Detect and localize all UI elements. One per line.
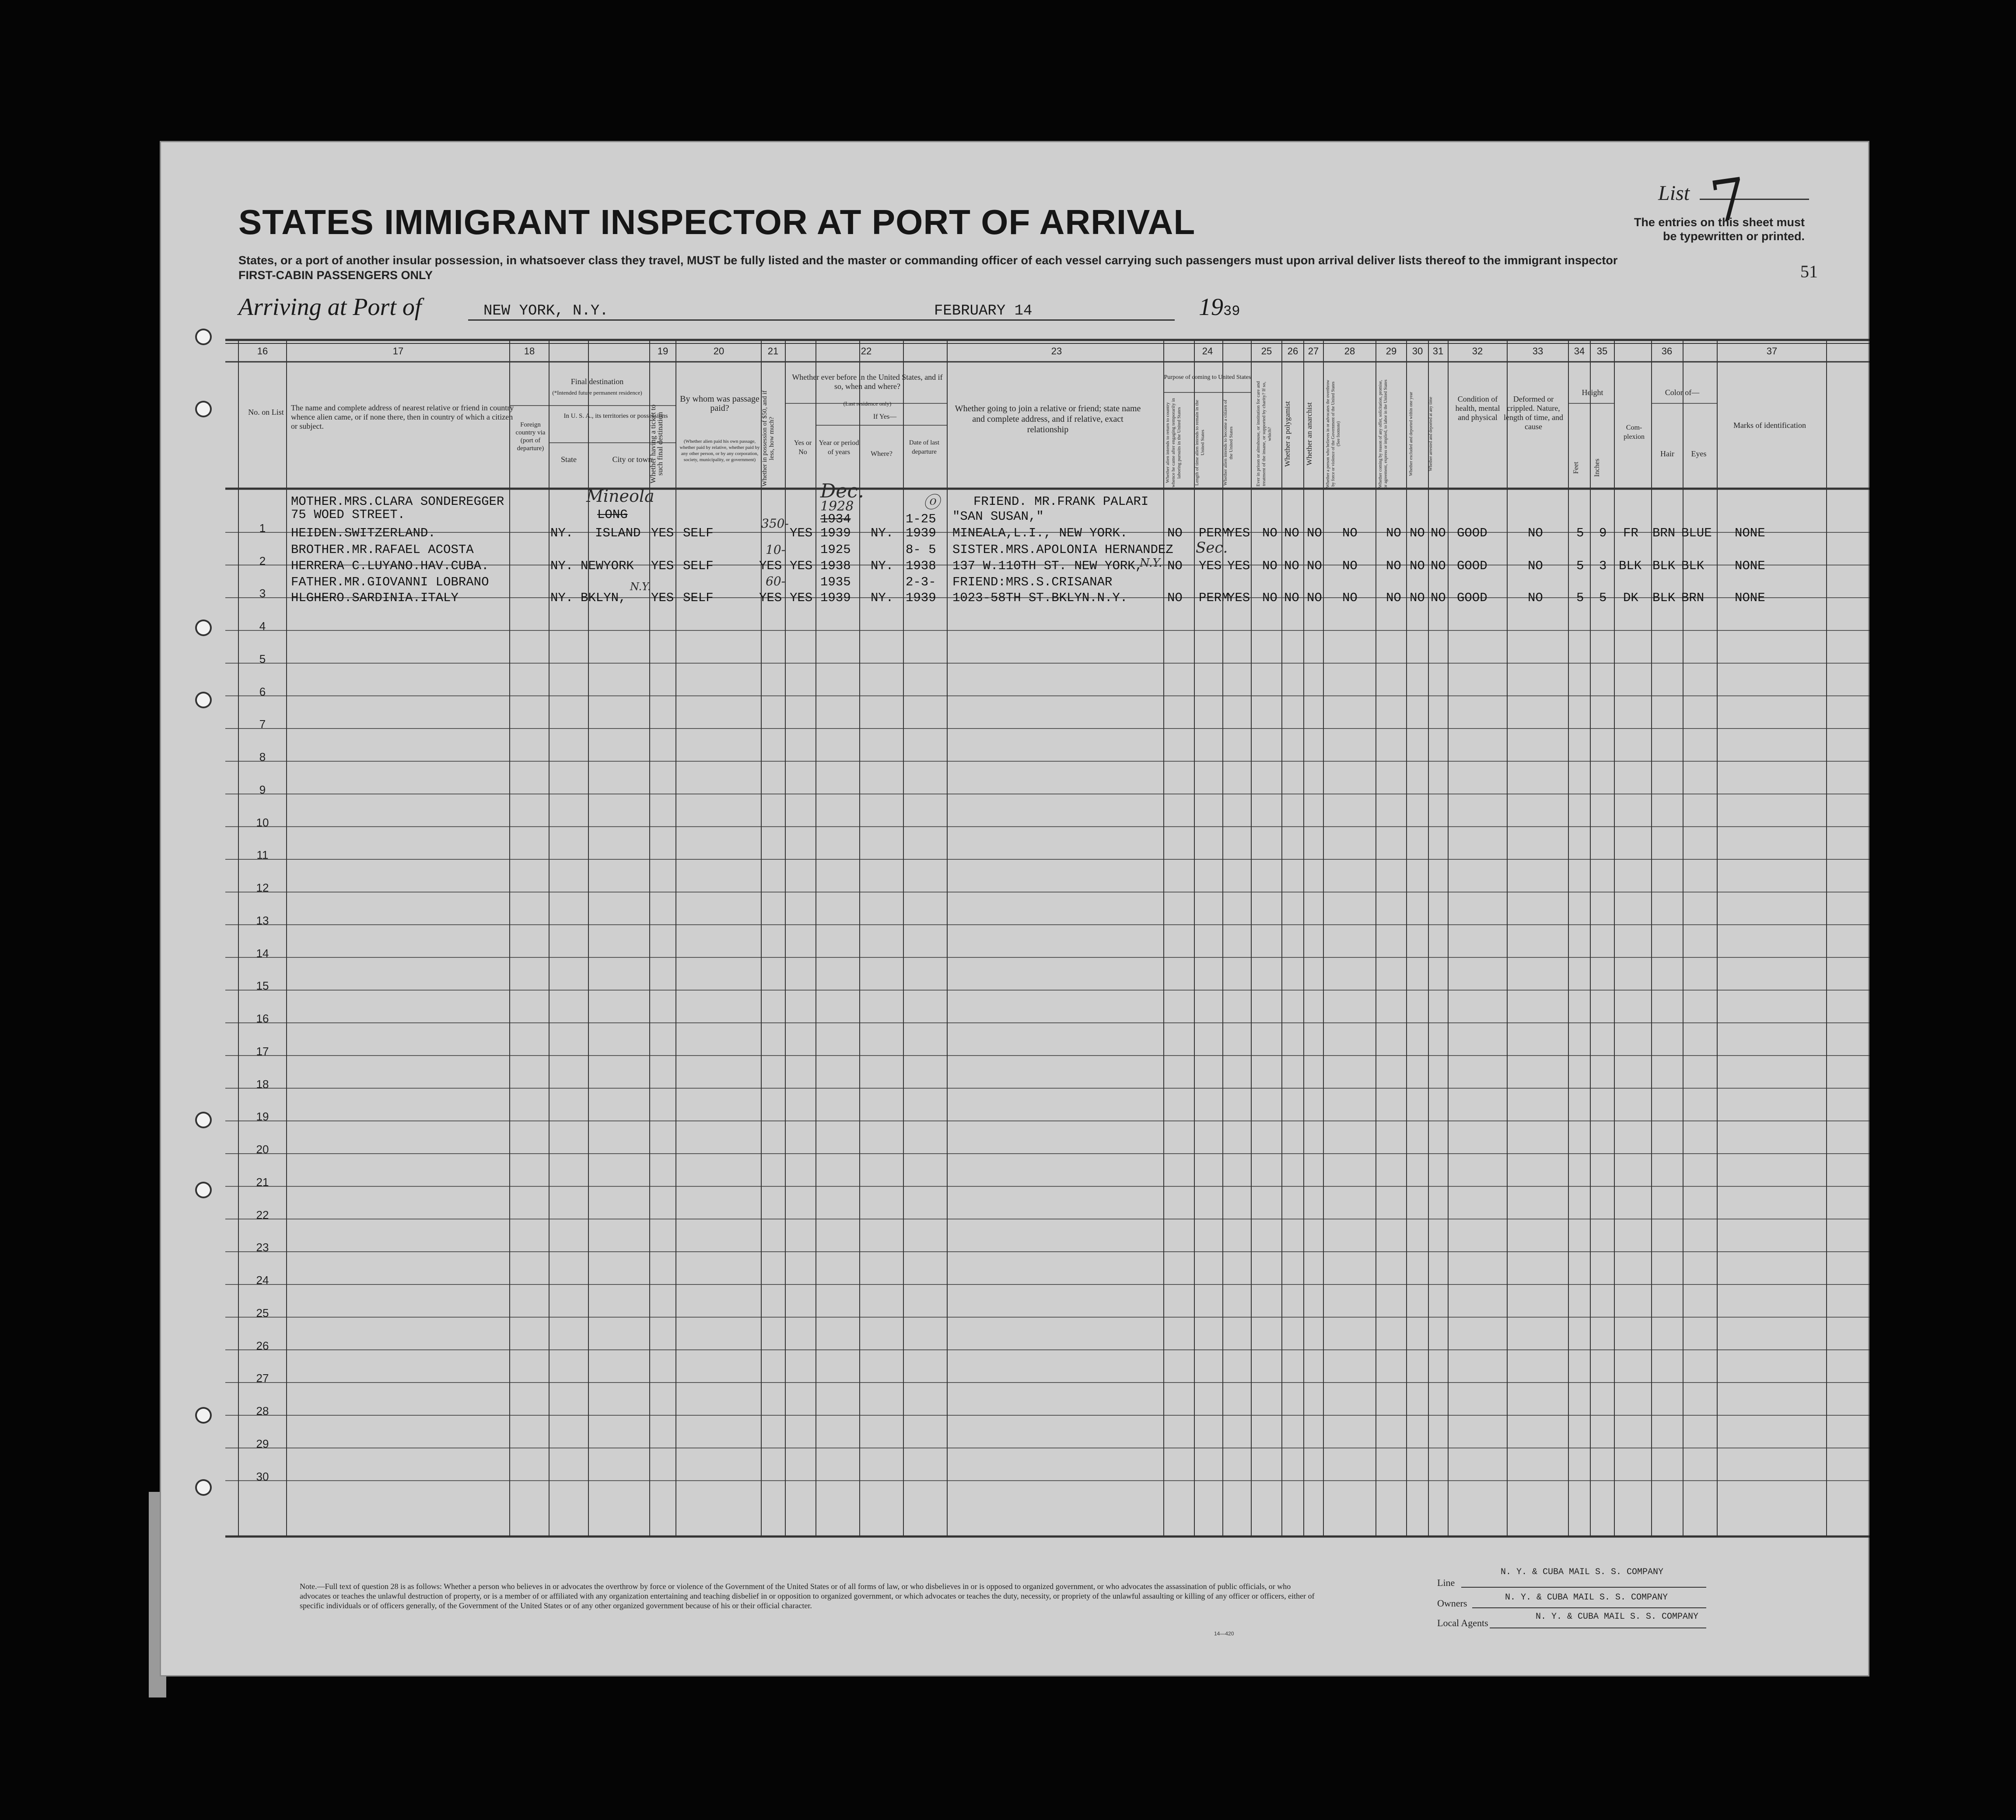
arrival-date: FEBRUARY 14 bbox=[934, 303, 1032, 319]
row2-length: YES bbox=[1199, 559, 1222, 573]
row3-complexion: DK bbox=[1623, 591, 1638, 605]
row1-feet: 5 bbox=[1576, 526, 1584, 540]
row1-marks: NONE bbox=[1735, 526, 1765, 540]
row1-health: GOOD bbox=[1457, 526, 1488, 540]
row2-join-line2: 137 W.110TH ST. NEW YORK, bbox=[952, 559, 1143, 573]
row1-where: NY. bbox=[871, 526, 894, 540]
hdr-possession-50: Whether in possession of $50, and if less, how much? bbox=[761, 390, 775, 486]
row3-contract: NO bbox=[1386, 591, 1401, 605]
row1-prison: NO bbox=[1262, 526, 1278, 540]
row-number: 17 bbox=[256, 1044, 269, 1058]
row2-join-hand: N.Y. bbox=[1140, 556, 1162, 570]
row-number: 9 bbox=[259, 783, 266, 796]
binder-hole bbox=[197, 1409, 210, 1422]
row3-city: BKLYN, bbox=[581, 591, 626, 605]
row2-marks: NONE bbox=[1735, 559, 1765, 573]
hdr-relative-address: The name and complete address of nearest relative or friend in country whence alien came, or if none there, then in country of which a citizen or subject. bbox=[291, 403, 514, 430]
hdr-join-relative: Whether going to join a relative or friend; state name and complete address, and if relative, exact relationship bbox=[955, 404, 1141, 434]
hdr-inches: Inches bbox=[1593, 458, 1601, 477]
column-number: 37 bbox=[1766, 346, 1778, 357]
binder-hole bbox=[197, 693, 210, 707]
row2-deformed: NO bbox=[1528, 559, 1543, 573]
row2-health: GOOD bbox=[1457, 559, 1488, 573]
row3-overthrow: NO bbox=[1342, 591, 1358, 605]
row2-state: NY. bbox=[550, 559, 574, 573]
row3-paid: SELF bbox=[683, 591, 714, 605]
row-number: 18 bbox=[256, 1077, 269, 1091]
manifest-sheet bbox=[160, 141, 1869, 1676]
row2-year: 1938 bbox=[820, 559, 851, 573]
row3-ticket: YES bbox=[651, 591, 674, 605]
hdr-height: Height bbox=[1582, 388, 1603, 397]
row1-join-line2: "SAN SUSAN," bbox=[952, 509, 1044, 524]
column-number: 25 bbox=[1261, 346, 1272, 357]
page-subtitle: States, or a port of another insular possession, in whatsoever class they travel, MUST be fully listed and the master or commanding officer of each vessel carrying such passengers must upon arrival deliver lists thereof to the immigrant inspector bbox=[238, 254, 1618, 267]
row3-labor-return: NO bbox=[1167, 591, 1183, 605]
footnote: Note.—Full text of question 28 is as follows: Whether a person who believes in or advocates the overthrow by force or violence of the Government of the United States or of all forms of law, or who disbelieves in or is opposed to organized government, or who advocates the assassination of public officials, or who advocates or teaches the unlawful destruction of property, or is a member of or affiliated with any organization entertaining and teaching disbelief in or opposition to organized government, or which advocates or teaches the duty, necessity, or propriety of the unlawful assaulting or killing of any officer or officers, either of specific individuals or of officers generally, of the Government of the United States or of any other organized government because of his or their official character. bbox=[300, 1582, 1315, 1610]
hdr-foreign-country: Foreign country via (port of departure) bbox=[515, 421, 546, 452]
row1-hair: BRN bbox=[1652, 526, 1676, 540]
row-number: 3 bbox=[259, 587, 266, 600]
row-number: 1 bbox=[259, 522, 266, 535]
row3-city-hand: N.Y. bbox=[630, 581, 651, 593]
hdr-health: Condition of health, mental and physical bbox=[1455, 395, 1500, 422]
column-number: 32 bbox=[1472, 346, 1483, 357]
row1-year-repeat: 1939 bbox=[906, 526, 936, 540]
column-number: 16 bbox=[257, 346, 268, 357]
row1-city-line1: LONG bbox=[597, 508, 628, 522]
row1-city-line2: ISLAND bbox=[595, 526, 641, 540]
row2-eyes: BLK bbox=[1681, 559, 1704, 573]
hdr-ticket: Whether having a ticket to such final destination bbox=[649, 404, 664, 483]
row1-year-struck1: 1928 bbox=[820, 499, 854, 514]
arriving-label: Arriving at Port of bbox=[238, 294, 422, 321]
hdr-state: State bbox=[561, 455, 577, 464]
owners-value: N. Y. & CUBA MAIL S. S. COMPANY bbox=[1505, 1592, 1668, 1603]
row2-possession-hand: 10- bbox=[766, 542, 786, 557]
row1-departure-hand: ⓞ bbox=[923, 493, 940, 512]
hdr-last-departure: Date of last departure bbox=[909, 439, 940, 455]
row2-arrested: NO bbox=[1431, 559, 1446, 573]
column-number: 24 bbox=[1202, 346, 1213, 357]
row3-state: NY. bbox=[550, 591, 574, 605]
row2-excluded: NO bbox=[1410, 559, 1425, 573]
ruled-grid bbox=[160, 141, 1869, 1676]
row2-city: NEWYORK bbox=[581, 559, 634, 573]
column-number: 19 bbox=[657, 346, 668, 357]
row-number: 11 bbox=[256, 848, 269, 862]
page-title: STATES IMMIGRANT INSPECTOR AT PORT OF ARRIVAL bbox=[238, 203, 1196, 242]
row-number: 10 bbox=[256, 816, 269, 829]
row1-length: PERM bbox=[1199, 526, 1229, 540]
row1-relative-line1: MOTHER.MRS.CLARA SONDEREGGER bbox=[291, 494, 504, 509]
list-number: 7 bbox=[1706, 164, 1751, 236]
row-number: 21 bbox=[256, 1175, 269, 1189]
row1-year: 1939 bbox=[820, 526, 851, 540]
row2-join-line1: SISTER.MRS.APOLONIA HERNANDEZ bbox=[952, 542, 1173, 557]
row2-departure: 1938 bbox=[906, 559, 936, 573]
row3-departure: 1939 bbox=[906, 591, 936, 605]
line-rule bbox=[1461, 1587, 1706, 1588]
hdr-yes-or-no: Yes or No bbox=[794, 439, 812, 456]
row2-relative-line2: HERRERA C.LUYANO.HAV.CUBA. bbox=[291, 559, 489, 573]
row1-before: YES bbox=[790, 526, 813, 540]
column-number: 29 bbox=[1386, 346, 1397, 357]
row-number: 22 bbox=[256, 1208, 269, 1222]
row1-contract: NO bbox=[1386, 526, 1401, 540]
row1-state: NY. bbox=[550, 526, 574, 540]
row2-relative-line1: BROTHER.MR.RAFAEL ACOSTA bbox=[291, 542, 474, 557]
row1-join-line1: FRIEND. MR.FRANK PALARI bbox=[973, 494, 1149, 509]
row3-hair: BLK bbox=[1652, 591, 1676, 605]
column-number: 18 bbox=[524, 346, 535, 357]
column-number: 17 bbox=[392, 346, 404, 357]
row2-overthrow: NO bbox=[1342, 559, 1358, 573]
row2-purpose-hand: Sec. bbox=[1196, 539, 1228, 556]
row-number: 14 bbox=[256, 946, 269, 960]
hdr-eyes: Eyes bbox=[1691, 449, 1707, 458]
row1-relative-line2: 75 WOED STREET. bbox=[291, 508, 406, 522]
row2-labor-return: NO bbox=[1167, 559, 1183, 573]
row3-join-line1: FRIEND:MRS.S.CRISANAR bbox=[952, 575, 1113, 589]
row-number: 6 bbox=[259, 685, 266, 698]
row-number: 7 bbox=[259, 718, 266, 731]
hdr-polygamist: Whether a polygamist bbox=[1283, 401, 1292, 467]
column-number: 34 bbox=[1574, 346, 1585, 357]
column-number: 20 bbox=[713, 346, 724, 357]
row1-labor-return: NO bbox=[1167, 526, 1183, 540]
row-number: 5 bbox=[259, 652, 266, 665]
row1-eyes: BLUE bbox=[1681, 526, 1712, 540]
row-number: 15 bbox=[256, 979, 269, 993]
hdr-prison: Ever in prison or almshouse, or institution for care and treatment of the insane, or supported by charity? If so, which? bbox=[1256, 381, 1272, 487]
row3-polygamist: NO bbox=[1284, 591, 1299, 605]
row1-inches: 9 bbox=[1599, 526, 1607, 540]
column-number: 27 bbox=[1308, 346, 1319, 357]
row-number: 8 bbox=[259, 750, 266, 764]
hdr-if-yes: If Yes— bbox=[873, 413, 897, 420]
owners-label: Owners bbox=[1437, 1598, 1467, 1609]
row3-anarchist: NO bbox=[1307, 591, 1322, 605]
hdr-feet: Feet bbox=[1572, 462, 1580, 474]
list-label: List bbox=[1658, 182, 1690, 205]
row2-departure-line1: 8- 5 bbox=[906, 542, 936, 557]
row-number: 29 bbox=[256, 1437, 269, 1450]
hdr-contract-labor: Whether coming by reason of any offer, solicitation, promise, or agreement, express or implied, to labor in the United States bbox=[1378, 379, 1388, 489]
row2-before: YES bbox=[790, 559, 813, 573]
row2-hair: BLK bbox=[1652, 559, 1676, 573]
row1-complexion: FR bbox=[1623, 526, 1638, 540]
arrival-year: 1939 bbox=[1199, 294, 1240, 321]
row1-deformed: NO bbox=[1528, 526, 1543, 540]
row1-year-hand: Dec. bbox=[820, 480, 864, 502]
first-cabin-label: FIRST-CABIN PASSENGERS ONLY bbox=[238, 269, 433, 282]
row1-city-hand: Mineola bbox=[586, 486, 654, 506]
hdr-purpose-sub-c: Whether alien intends to become a citizen of the United States bbox=[1223, 399, 1234, 486]
hdr-purpose: Purpose of coming to United States bbox=[1164, 374, 1251, 381]
row3-feet: 5 bbox=[1576, 591, 1584, 605]
row-number: 2 bbox=[259, 554, 266, 567]
row2-prison: NO bbox=[1262, 559, 1278, 573]
row2-citizen: YES bbox=[1227, 559, 1250, 573]
row1-polygamist: NO bbox=[1284, 526, 1299, 540]
hdr-overthrow: Whether a person who believes in or advocates the overthrow by force or violence of the Government of the United States (See footnote) bbox=[1326, 380, 1341, 488]
row1-year-struck2: 1934 bbox=[820, 512, 851, 526]
line-value: N. Y. & CUBA MAIL S. S. COMPANY bbox=[1501, 1567, 1664, 1577]
row3-relative-line1: FATHER.MR.GIOVANNI LOBRANO bbox=[291, 575, 489, 589]
row2-polygamist: NO bbox=[1284, 559, 1299, 573]
hdr-no-on-list: No. on List bbox=[248, 408, 284, 416]
row-number: 23 bbox=[256, 1241, 269, 1254]
row2-where: NY. bbox=[871, 559, 894, 573]
row1-possession: 350- bbox=[761, 516, 789, 531]
row3-citizen: YES bbox=[1227, 591, 1250, 605]
hdr-passage-paid-note: (Whether alien paid his own passage, whether paid by relative, whether paid by any other person, or by any corporation, society, municipality, or government) bbox=[679, 439, 760, 462]
row3-join-line2: 1023-58TH ST.BKLYN.N.Y. bbox=[952, 591, 1128, 605]
row1-overthrow: NO bbox=[1342, 526, 1358, 540]
row3-inches: 5 bbox=[1599, 591, 1607, 605]
row2-paid: SELF bbox=[683, 559, 714, 573]
row2-complexion: BLK bbox=[1619, 559, 1642, 573]
row-number: 28 bbox=[256, 1404, 269, 1418]
hdr-before-in-us: Whether ever before in the United States, and if so, when and where? bbox=[792, 373, 943, 391]
hdr-complexion: Com-plexion bbox=[1624, 424, 1645, 441]
row1-anarchist: NO bbox=[1307, 526, 1322, 540]
row1-paid: SELF bbox=[683, 526, 714, 540]
row2-anarchist: NO bbox=[1307, 559, 1322, 573]
page-number: 51 bbox=[1800, 262, 1818, 281]
row2-year-line1: 1925 bbox=[820, 542, 851, 557]
row-number: 26 bbox=[256, 1339, 269, 1352]
binder-hole bbox=[197, 1183, 210, 1197]
hdr-purpose-sub-b: Length of time alien intends to remain in the United States bbox=[1194, 399, 1205, 486]
row-number: 27 bbox=[256, 1372, 269, 1385]
row-number: 4 bbox=[259, 620, 266, 633]
arrival-port: NEW YORK, N.Y. bbox=[483, 303, 609, 319]
binder-hole bbox=[197, 621, 210, 634]
row3-departure-line1: 2-3- bbox=[906, 575, 936, 589]
hdr-in-usa: In U. S. A., its territories or possessions bbox=[564, 413, 668, 420]
row3-possession-hand: 60- bbox=[766, 574, 786, 588]
row3-marks: NONE bbox=[1735, 591, 1765, 605]
entries-note: The entries on this sheet must be typewritten or printed. bbox=[1634, 216, 1805, 243]
hdr-final-destination: Final destination bbox=[570, 377, 624, 386]
hdr-arrested: Whether arrested and deported at any time bbox=[1428, 397, 1433, 471]
row1-join-line3: MINEALA,L.I., NEW YORK. bbox=[952, 526, 1128, 540]
hdr-last-residence: (Last residence only) bbox=[843, 400, 892, 407]
column-number: 26 bbox=[1287, 346, 1298, 357]
column-number: 21 bbox=[767, 346, 779, 357]
row1-excluded: NO bbox=[1410, 526, 1425, 540]
hdr-excluded: Whether excluded and deported within one year bbox=[1409, 392, 1414, 476]
hdr-city-or-town: City or town bbox=[612, 455, 652, 464]
hdr-marks: Marks of identification bbox=[1733, 421, 1806, 430]
row3-prison: NO bbox=[1262, 591, 1278, 605]
column-number: 31 bbox=[1432, 346, 1444, 357]
hdr-year-period: Year or period of years bbox=[819, 439, 859, 456]
agents-label: Local Agents bbox=[1437, 1617, 1488, 1628]
column-number: 30 bbox=[1412, 346, 1423, 357]
binder-hole bbox=[197, 330, 210, 343]
date-line bbox=[903, 319, 1175, 321]
column-number: 22 bbox=[861, 346, 872, 357]
owners-rule bbox=[1472, 1607, 1706, 1608]
row3-length: PERM bbox=[1199, 591, 1229, 605]
row3-arrested: NO bbox=[1431, 591, 1446, 605]
row3-excluded: NO bbox=[1410, 591, 1425, 605]
agents-value: N. Y. & CUBA MAIL S. S. COMPANY bbox=[1536, 1612, 1699, 1622]
row-number: 20 bbox=[256, 1143, 269, 1156]
row3-where: NY. bbox=[871, 591, 894, 605]
row-number: 16 bbox=[256, 1012, 269, 1026]
row1-citizen: YES bbox=[1227, 526, 1250, 540]
hdr-where: Where? bbox=[871, 450, 892, 458]
binder-hole bbox=[197, 1481, 210, 1494]
row3-possession: YES bbox=[759, 591, 782, 605]
hdr-final-destination-note: (*Intended future permanent residence) bbox=[552, 389, 642, 396]
row-number: 25 bbox=[256, 1306, 269, 1320]
row3-year: 1939 bbox=[820, 591, 851, 605]
row2-feet: 5 bbox=[1576, 559, 1584, 573]
row3-eyes: BRN bbox=[1681, 591, 1704, 605]
hdr-passage-paid: By whom was passage paid? bbox=[680, 394, 760, 413]
line-label: Line bbox=[1437, 1577, 1455, 1588]
column-number: 36 bbox=[1661, 346, 1673, 357]
row-number: 12 bbox=[256, 881, 269, 895]
hdr-purpose-sub-a: Whether alien intends to return to country whence he came after engaging temporarily in laboring pursuits in the United States bbox=[1165, 398, 1182, 488]
row-number: 19 bbox=[256, 1110, 269, 1124]
row2-inches: 3 bbox=[1599, 559, 1607, 573]
row3-year-line1: 1935 bbox=[820, 575, 851, 589]
hdr-color-of: Color of— bbox=[1665, 388, 1700, 397]
row1-arrested: NO bbox=[1431, 526, 1446, 540]
form-code: 14—420 bbox=[1214, 1631, 1234, 1637]
binder-hole bbox=[197, 402, 210, 416]
row-number: 30 bbox=[256, 1470, 269, 1483]
row3-deformed: NO bbox=[1528, 591, 1543, 605]
column-number: 33 bbox=[1532, 346, 1544, 357]
row2-contract: NO bbox=[1386, 559, 1401, 573]
hdr-anarchist: Whether an anarchist bbox=[1305, 402, 1313, 466]
row3-before: YES bbox=[790, 591, 813, 605]
row1-ticket: YES bbox=[651, 526, 674, 540]
column-number: 35 bbox=[1596, 346, 1608, 357]
row3-health: GOOD bbox=[1457, 591, 1488, 605]
row1-departure: 1-25 bbox=[906, 512, 936, 526]
row3-relative-line2: HLGHERO.SARDINIA.ITALY bbox=[291, 591, 458, 605]
hdr-hair: Hair bbox=[1660, 449, 1674, 458]
row1-relative-line3: HEIDEN.SWITZERLAND. bbox=[291, 526, 436, 540]
row2-ticket: YES bbox=[651, 559, 674, 573]
row-number: 13 bbox=[256, 914, 269, 927]
hdr-deformed: Deformed or crippled. Nature, length of time, and cause bbox=[1504, 395, 1563, 431]
row2-possession: YES bbox=[759, 559, 782, 573]
row-number: 24 bbox=[256, 1274, 269, 1287]
column-number: 23 bbox=[1051, 346, 1062, 357]
column-number: 28 bbox=[1344, 346, 1355, 357]
binder-hole bbox=[197, 1113, 210, 1127]
